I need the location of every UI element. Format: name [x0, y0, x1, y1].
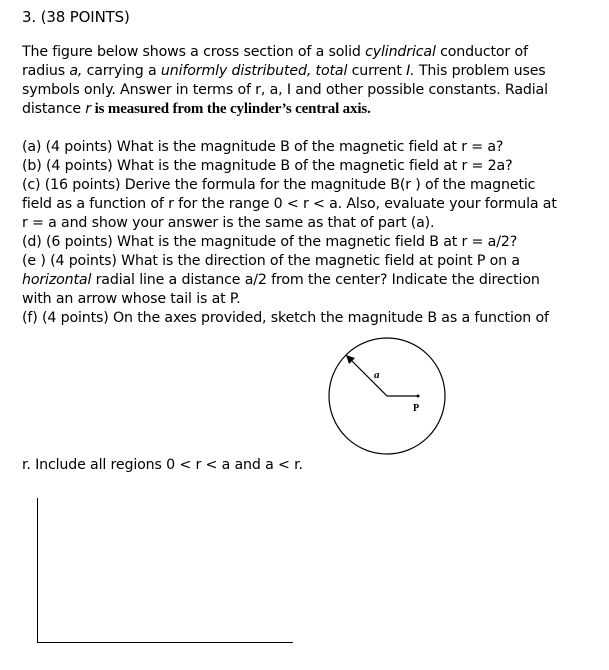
part-e-line-2: horizontal radial line a distance a/2 from the center? Indicate the direction — [22, 272, 540, 288]
part-e-line-3: with an arrow whose tail is at P. — [22, 291, 241, 307]
part-c-line-3: r = a and show your answer is the same as that of part (a). — [22, 215, 435, 231]
intro-line-4: distance r is measured from the cylinder’s central axis. — [22, 101, 371, 117]
part-f-line-2: r. Include all regions 0 < r < a and a < r. — [22, 457, 303, 473]
radius-line — [346, 355, 387, 396]
problem-title: 3. (38 POINTS) — [22, 8, 130, 26]
point-p-dot — [417, 395, 420, 398]
part-e-line-1: (e ) (4 points) What is the direction of the magnetic field at point P on a — [22, 253, 520, 269]
point-p-label: P — [413, 403, 420, 414]
part-a: (a) (4 points) What is the magnitude B of the magnetic field at r = a? — [22, 139, 504, 155]
part-c-line-1: (c) (16 points) Derive the formula for the magnitude B(r ) of the magnetic — [22, 177, 536, 193]
intro-line-3: symbols only. Answer in terms of r, a, I and other possible constants. Radial — [22, 82, 548, 98]
cylinder-cross-section-figure — [329, 338, 445, 454]
part-d: (d) (6 points) What is the magnitude of the magnetic field B at r = a/2? — [22, 234, 518, 250]
part-c-line-2: field as a function of r for the range 0 < r < a. Also, evaluate your formula at — [22, 196, 557, 212]
part-f-line-1: (f) (4 points) On the axes provided, sketch the magnitude B as a function of — [22, 310, 549, 326]
part-b: (b) (4 points) What is the magnitude B of the magnetic field at r = 2a? — [22, 158, 513, 174]
sketch-axes — [37, 498, 293, 643]
intro-line-1: The figure below shows a cross section of a solid cylindrical conductor of — [22, 44, 528, 60]
intro-line-2: radius a, carrying a uniformly distributed, total current I. This problem uses — [22, 63, 546, 79]
radius-label: a — [374, 369, 380, 381]
